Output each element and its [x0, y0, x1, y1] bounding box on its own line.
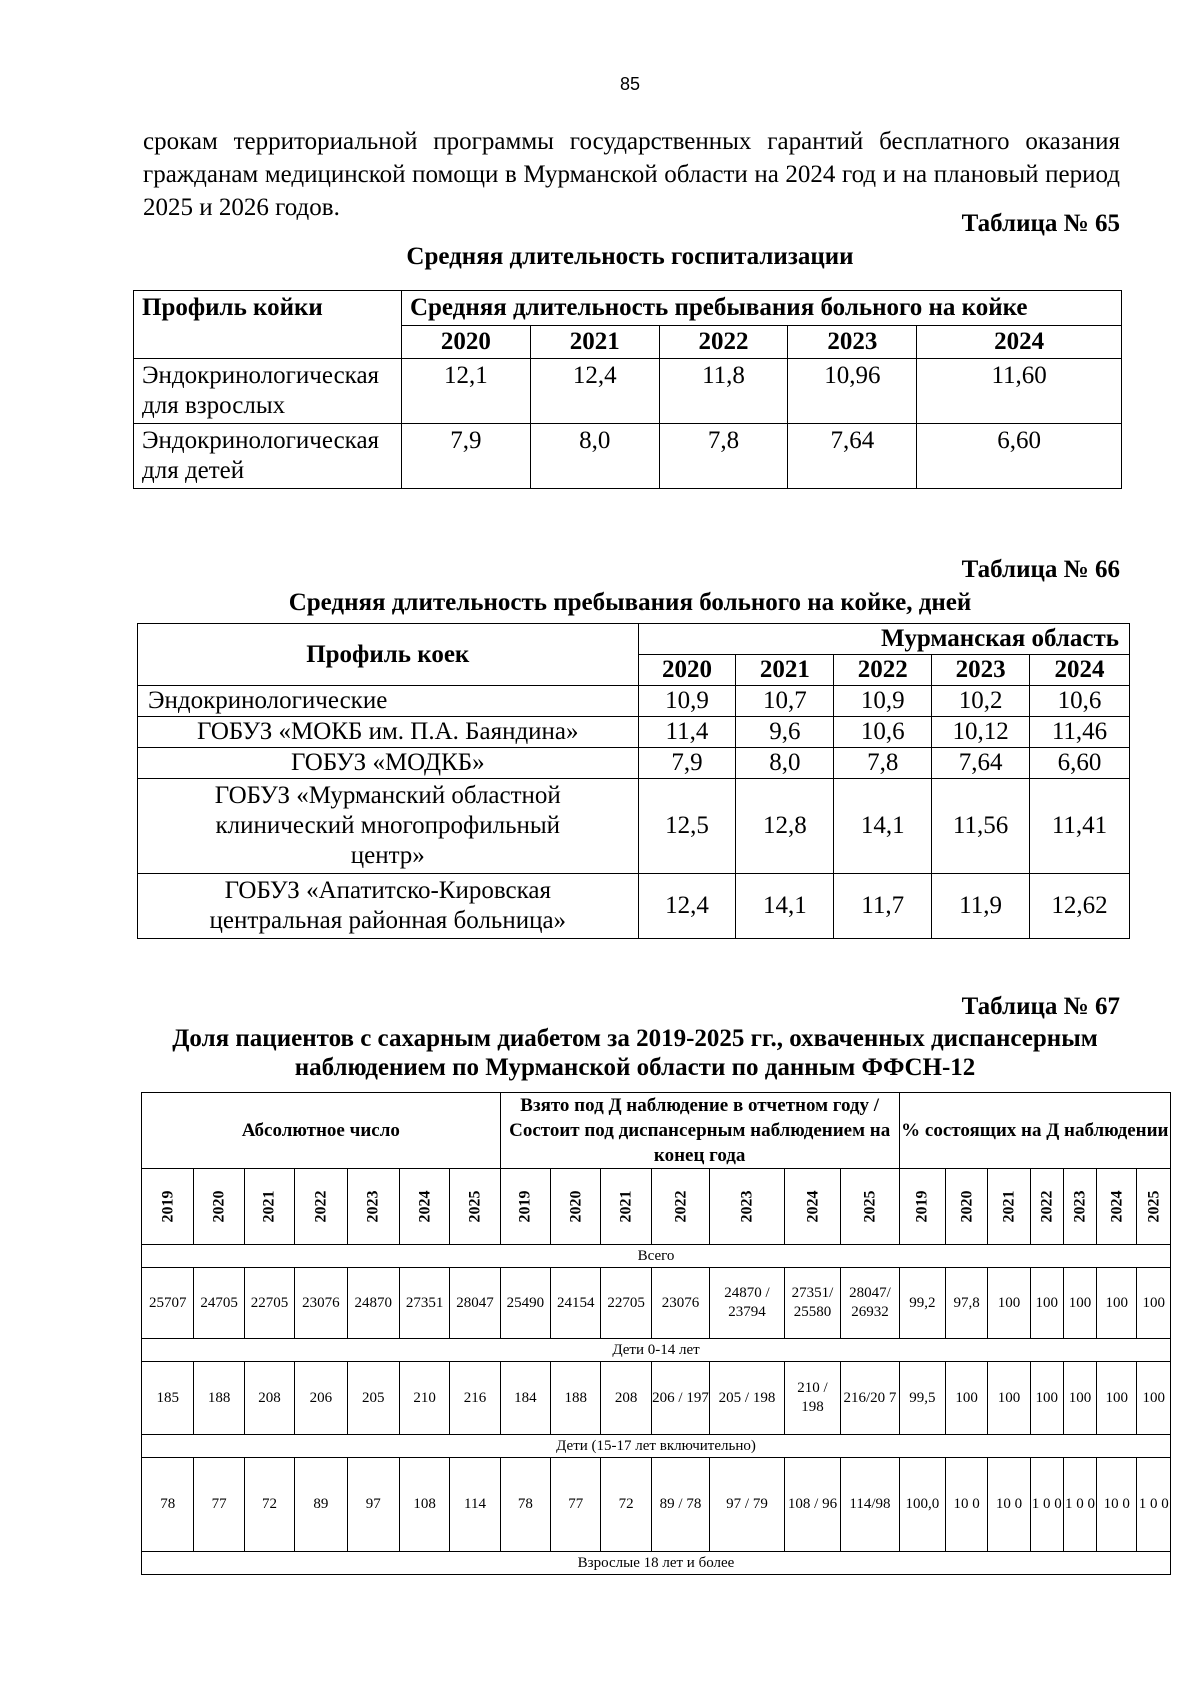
t65-cell: 7,64 — [788, 424, 917, 489]
t67-year-label: 2019 — [913, 1190, 931, 1222]
t67-cell: 97 — [347, 1458, 399, 1552]
t67-cell: 108 / 96 — [784, 1458, 840, 1552]
t67-year-label: 2023 — [364, 1190, 382, 1222]
t67-year-header — [295, 1169, 347, 1245]
t67-cell: 100 — [1030, 1268, 1063, 1339]
t67-year-label: 2022 — [672, 1190, 690, 1222]
t66-year: 2021 — [736, 655, 834, 686]
t67-year-header — [1030, 1169, 1063, 1245]
table-row — [134, 359, 1122, 424]
t66-row-label: Эндокринологические — [138, 686, 639, 717]
t67-cell: 24154 — [551, 1268, 601, 1339]
t65-cell: 7,8 — [659, 424, 788, 489]
t67-cell: 77 — [194, 1458, 244, 1552]
t67-cell: 28047/ 26932 — [841, 1268, 899, 1339]
t67-year-header — [946, 1169, 988, 1245]
table-66 — [137, 623, 1130, 939]
t67-cell: 99,2 — [899, 1268, 945, 1339]
t66-cell: 6,60 — [1030, 748, 1130, 779]
t66-row-label: ГОБУЗ «Мурманский областной клинический многопрофильный центр» — [138, 779, 639, 874]
t67-cell: 78 — [142, 1458, 194, 1552]
t67-cell: 10 0 — [946, 1458, 988, 1552]
t66-cell: 8,0 — [736, 748, 834, 779]
table-row — [138, 874, 1130, 939]
t67-year-label: 2022 — [1038, 1190, 1056, 1222]
t66-cell: 10,7 — [736, 686, 834, 717]
t67-cell: 27351 — [399, 1268, 449, 1339]
table-row — [138, 686, 1130, 717]
t66-cell: 7,8 — [834, 748, 932, 779]
t67-year-header — [450, 1169, 500, 1245]
t67-year-label: 2020 — [958, 1190, 976, 1222]
t67-group-absolute: Абсолютное число — [142, 1093, 501, 1169]
t66-header-region: Мурманская область — [638, 624, 1129, 655]
t67-year-header — [651, 1169, 709, 1245]
t67-cell: 216/20 7 — [841, 1362, 899, 1435]
t67-cell: 23076 — [651, 1268, 709, 1339]
t66-cell: 11,9 — [932, 874, 1030, 939]
t66-row-label: ГОБУЗ «МОКБ им. П.А. Баяндина» — [138, 717, 639, 748]
t67-section-label: Взрослые 18 лет и более — [142, 1552, 1171, 1575]
t67-cell: 100 — [1137, 1268, 1171, 1339]
t67-cell: 100,0 — [899, 1458, 945, 1552]
t65-cell: 10,96 — [788, 359, 917, 424]
t67-section-label: Дети (15-17 лет включительно) — [142, 1435, 1171, 1458]
t67-year-label: 2021 — [260, 1190, 278, 1222]
t67-year-header — [1063, 1169, 1096, 1245]
t67-year-header — [244, 1169, 294, 1245]
t67-year-header — [1097, 1169, 1137, 1245]
t65-cell: 6,60 — [917, 424, 1122, 489]
table-66-title: Средняя длительность пребывания больного на койке, дней — [288, 589, 972, 616]
t66-year: 2022 — [834, 655, 932, 686]
t67-cell: 72 — [601, 1458, 651, 1552]
t67-year-header — [347, 1169, 399, 1245]
t66-year: 2024 — [1030, 655, 1130, 686]
t66-cell: 10,6 — [1030, 686, 1130, 717]
t67-cell: 22705 — [244, 1268, 294, 1339]
table-row — [134, 424, 1122, 489]
t65-cell: 8,0 — [530, 424, 659, 489]
t67-year-header — [784, 1169, 840, 1245]
t66-row-label: ГОБУЗ «Апатитско-Кировская центральная районная больница» — [138, 874, 639, 939]
t67-cell: 100 — [1030, 1362, 1063, 1435]
t67-cell: 184 — [500, 1362, 550, 1435]
t67-cell: 97 / 79 — [710, 1458, 785, 1552]
t67-year-label: 2022 — [312, 1190, 330, 1222]
t66-cell: 11,56 — [932, 779, 1030, 874]
t67-year-label: 2021 — [617, 1190, 635, 1222]
t66-cell: 11,46 — [1030, 717, 1130, 748]
t66-cell: 14,1 — [834, 779, 932, 874]
t66-cell: 10,12 — [932, 717, 1030, 748]
table-row — [138, 717, 1130, 748]
t67-year-label: 2025 — [466, 1190, 484, 1222]
t66-cell: 10,9 — [638, 686, 736, 717]
t67-cell: 24870 — [347, 1268, 399, 1339]
t66-cell: 12,62 — [1030, 874, 1130, 939]
t65-header-profile: Профиль койки — [134, 291, 402, 359]
t67-cell: 114/98 — [841, 1458, 899, 1552]
t67-cell: 210 / 198 — [784, 1362, 840, 1435]
t67-cell: 78 — [500, 1458, 550, 1552]
t66-row-label: ГОБУЗ «МОДКБ» — [138, 748, 639, 779]
t66-cell: 7,64 — [932, 748, 1030, 779]
t66-cell: 12,8 — [736, 779, 834, 874]
t67-year-label: 2019 — [516, 1190, 534, 1222]
t67-cell: 216 — [450, 1362, 500, 1435]
t66-cell: 10,6 — [834, 717, 932, 748]
t66-year: 2020 — [638, 655, 736, 686]
t66-header-profile: Профиль коек — [138, 624, 639, 686]
t65-year: 2020 — [401, 326, 530, 359]
table-row — [138, 748, 1130, 779]
t66-cell: 10,2 — [932, 686, 1030, 717]
t65-cell: 12,1 — [401, 359, 530, 424]
table-row — [142, 1362, 1171, 1435]
t67-cell: 28047 — [450, 1268, 500, 1339]
t67-year-header — [988, 1169, 1030, 1245]
table-67-title: Доля пациентов с сахарным диабетом за 2019-2025 гг., охваченных диспансерным наблюдением по Мурманской области по данным ФФСН-12 — [172, 1025, 1098, 1081]
t67-year-label: 2024 — [416, 1190, 434, 1222]
table-row — [142, 1458, 1171, 1552]
table-65-title: Средняя длительность госпитализации — [406, 243, 854, 270]
t67-year-header — [899, 1169, 945, 1245]
t67-cell: 1 0 0 — [1030, 1458, 1063, 1552]
t67-year-label: 2021 — [1000, 1190, 1018, 1222]
t67-cell: 210 — [399, 1362, 449, 1435]
t67-year-label: 2020 — [567, 1190, 585, 1222]
t67-year-header — [194, 1169, 244, 1245]
t66-cell: 10,9 — [834, 686, 932, 717]
t67-section-label: Дети 0-14 лет — [142, 1339, 1171, 1362]
t67-cell: 89 / 78 — [651, 1458, 709, 1552]
t67-cell: 100 — [1063, 1268, 1096, 1339]
t66-cell: 7,9 — [638, 748, 736, 779]
t67-year-label: 2024 — [1108, 1190, 1126, 1222]
t67-section-label: Всего — [142, 1245, 1171, 1268]
t67-year-label: 2023 — [738, 1190, 756, 1222]
table-65-number: Таблица № 65 — [961, 210, 1120, 237]
table-row — [142, 1268, 1171, 1339]
t67-year-label: 2023 — [1071, 1190, 1089, 1222]
t65-year: 2021 — [530, 326, 659, 359]
t67-cell: 100 — [988, 1362, 1030, 1435]
t67-cell: 89 — [295, 1458, 347, 1552]
t66-cell: 11,41 — [1030, 779, 1130, 874]
t67-cell: 24870 / 23794 — [710, 1268, 785, 1339]
table-row — [138, 779, 1130, 874]
t67-cell: 77 — [551, 1458, 601, 1552]
table-67-number: Таблица № 67 — [961, 993, 1120, 1020]
t65-cell: 11,60 — [917, 359, 1122, 424]
t67-group-percent: % состоящих на Д наблюдении — [899, 1093, 1170, 1169]
t67-year-header — [551, 1169, 601, 1245]
t67-cell: 205 — [347, 1362, 399, 1435]
t67-cell: 10 0 — [988, 1458, 1030, 1552]
t67-cell: 27351/ 25580 — [784, 1268, 840, 1339]
t66-cell: 11,4 — [638, 717, 736, 748]
t65-cell: 12,4 — [530, 359, 659, 424]
t65-row-label: Эндокринологическая для детей — [134, 424, 402, 489]
t67-year-header — [142, 1169, 194, 1245]
t67-cell: 185 — [142, 1362, 194, 1435]
t67-cell: 205 / 198 — [710, 1362, 785, 1435]
t67-cell: 25707 — [142, 1268, 194, 1339]
t67-year-header — [399, 1169, 449, 1245]
t67-cell: 206 — [295, 1362, 347, 1435]
t67-cell: 24705 — [194, 1268, 244, 1339]
t67-cell: 1 0 0 — [1063, 1458, 1096, 1552]
t67-year-header — [841, 1169, 899, 1245]
t65-year: 2022 — [659, 326, 788, 359]
t67-cell: 100 — [946, 1362, 988, 1435]
t67-cell: 188 — [194, 1362, 244, 1435]
t67-cell: 100 — [1063, 1362, 1096, 1435]
t67-cell: 25490 — [500, 1268, 550, 1339]
t65-header-duration: Средняя длительность пребывания больного на койке — [401, 291, 1121, 326]
t67-cell: 206 / 197 — [651, 1362, 709, 1435]
t65-cell: 7,9 — [401, 424, 530, 489]
t66-cell: 12,5 — [638, 779, 736, 874]
t67-cell: 100 — [1137, 1362, 1171, 1435]
t67-year-label: 2024 — [804, 1190, 821, 1222]
t67-cell: 114 — [450, 1458, 500, 1552]
t67-cell: 72 — [244, 1458, 294, 1552]
t66-cell: 12,4 — [638, 874, 736, 939]
t67-cell: 108 — [399, 1458, 449, 1552]
t67-cell: 23076 — [295, 1268, 347, 1339]
t67-year-label: 2025 — [861, 1190, 879, 1222]
t65-year: 2024 — [917, 326, 1122, 359]
t67-cell: 100 — [1097, 1362, 1137, 1435]
t66-cell: 11,7 — [834, 874, 932, 939]
t67-year-label: 2020 — [210, 1190, 228, 1222]
page-number: 85 — [619, 74, 641, 94]
table-65 — [133, 290, 1122, 489]
t67-year-header — [710, 1169, 785, 1245]
t67-cell: 99,5 — [899, 1362, 945, 1435]
t67-cell: 100 — [1097, 1268, 1137, 1339]
t67-cell: 208 — [601, 1362, 651, 1435]
t66-year: 2023 — [932, 655, 1030, 686]
t67-year-label: 2025 — [1145, 1190, 1163, 1222]
t65-cell: 11,8 — [659, 359, 788, 424]
t67-cell: 188 — [551, 1362, 601, 1435]
t67-year-header — [601, 1169, 651, 1245]
t67-year-label: 2019 — [159, 1190, 177, 1222]
table-66-number: Таблица № 66 — [961, 556, 1120, 583]
t67-cell: 208 — [244, 1362, 294, 1435]
intro-paragraph: срокам территориальной программы государственных гарантий бесплатного оказания гражданам медицинской помощи в Мурманской области на 2024 год и на плановый период 2025 и 2026 годов. — [143, 128, 1120, 221]
t67-cell: 10 0 — [1097, 1458, 1137, 1552]
table-67 — [141, 1092, 1171, 1575]
t67-year-header — [1137, 1169, 1171, 1245]
t67-cell: 22705 — [601, 1268, 651, 1339]
t67-cell: 100 — [988, 1268, 1030, 1339]
t66-cell: 14,1 — [736, 874, 834, 939]
t67-cell: 97,8 — [946, 1268, 988, 1339]
t66-cell: 9,6 — [736, 717, 834, 748]
t67-cell: 1 0 0 — [1137, 1458, 1171, 1552]
t65-year: 2023 — [788, 326, 917, 359]
t67-group-taken: Взято под Д наблюдение в отчетном году / Состоит под диспансерным наблюдением на конец года — [500, 1093, 899, 1169]
t67-year-header — [500, 1169, 550, 1245]
t65-row-label: Эндокринологическая для взрослых — [134, 359, 402, 424]
